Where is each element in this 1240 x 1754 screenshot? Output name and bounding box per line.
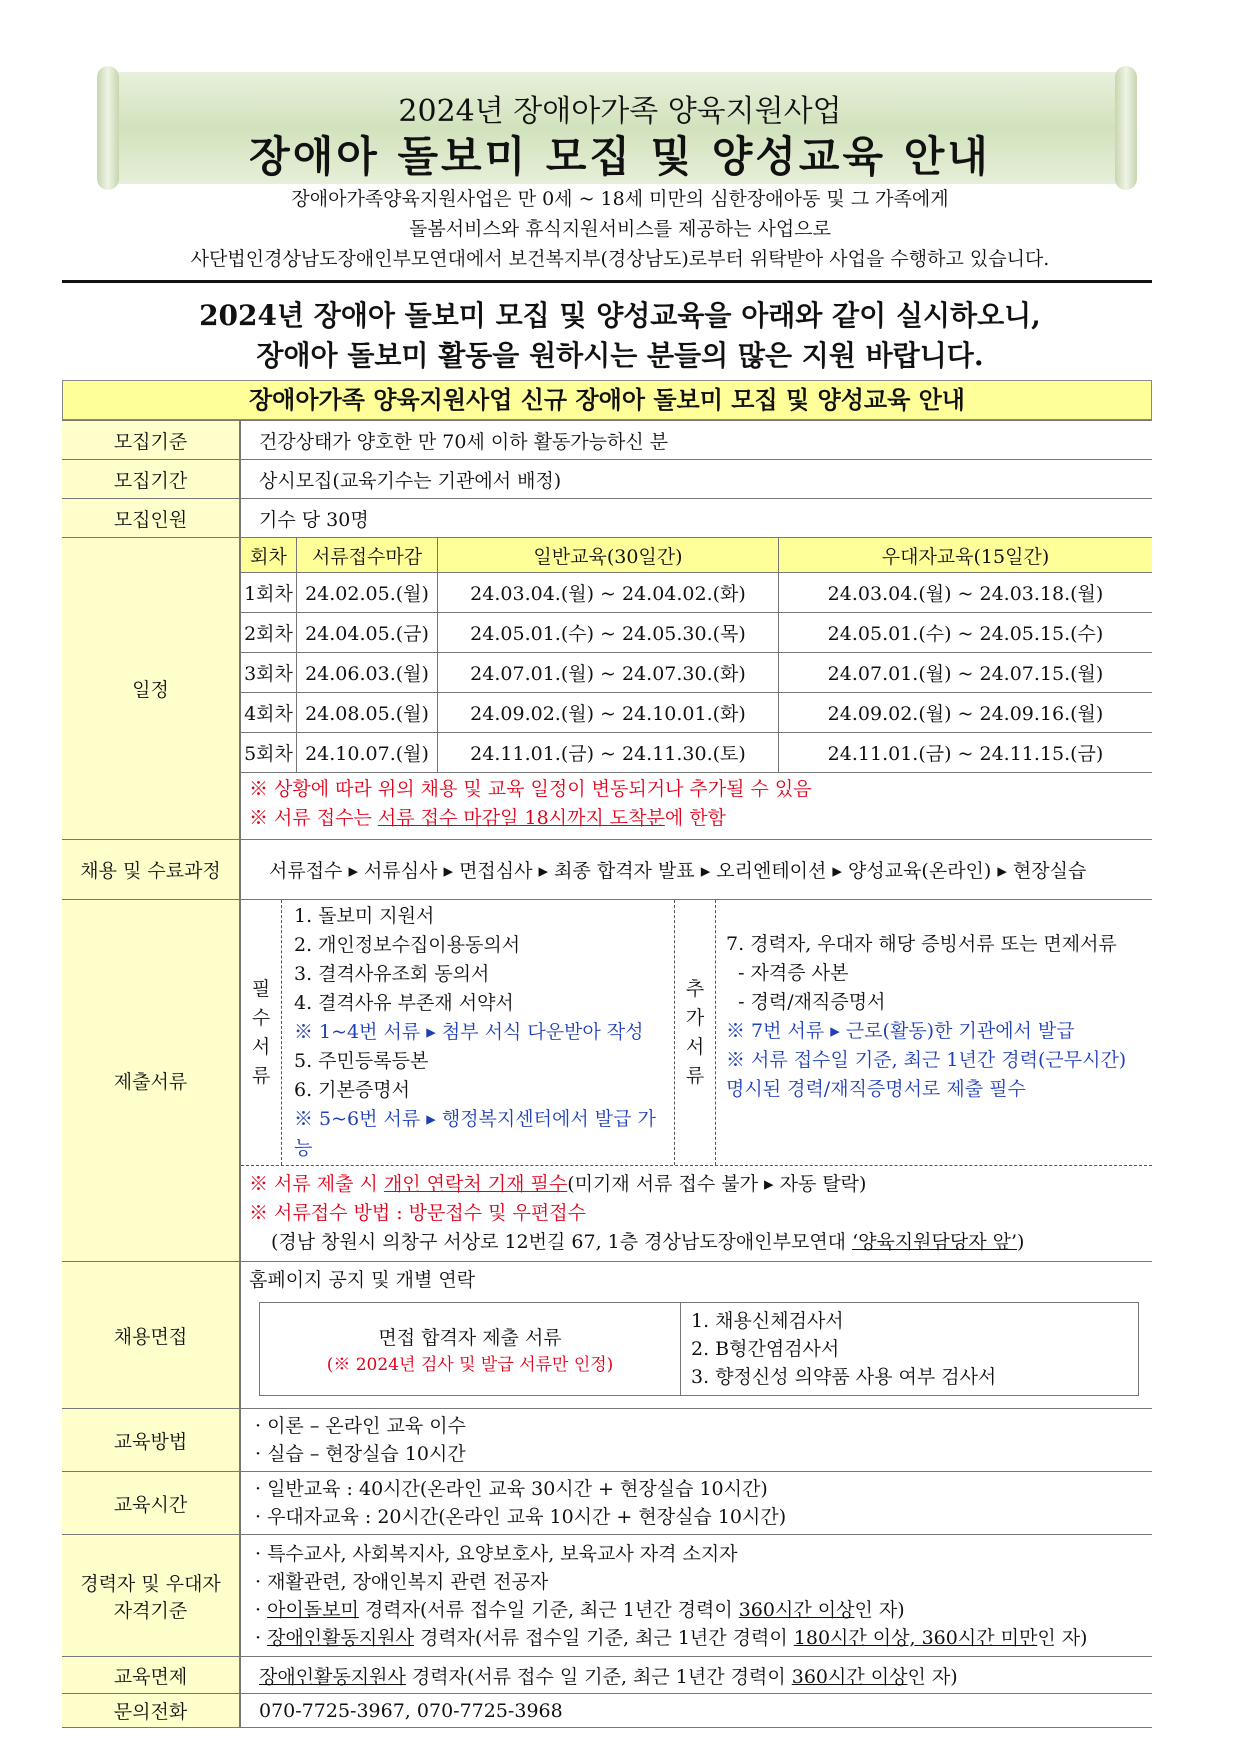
schedule-row [241, 733, 1152, 773]
schedule-general: 24.03.04.(월) ~ 24.04.02.(화) [438, 573, 779, 613]
schedule-round: 4회차 [241, 693, 297, 733]
label-headcount: 모집인원 [62, 499, 240, 538]
label-documents: 제출서류 [62, 900, 240, 1262]
method-item: · 실습 – 현장실습 10시간 [255, 1443, 466, 1465]
label-process: 채용 및 수료과정 [62, 840, 240, 900]
label-exemption: 교육면제 [62, 1657, 240, 1694]
value-period: 상시모집(교육기수는 기관에서 배정) [240, 460, 1152, 499]
intro-line2: 돌봄서비스와 휴식지원서비스를 제공하는 사업으로 [409, 218, 831, 240]
schedule-row [241, 573, 1152, 613]
interview-doc: 1. 채용신체검사서 [691, 1310, 844, 1332]
value-qualification [240, 1535, 1152, 1657]
schedule-note1: ※ 상황에 따라 위의 채용 및 교육 일정이 변동되거나 추가될 수 있음 [249, 778, 812, 800]
value-process: 서류접수 ▸ 서류심사 ▸ 면접심사 ▸ 최종 합격자 발표 ▸ 오리엔테이션 ▸ 양성교육(온라인) ▸ 현장실습 [240, 840, 1152, 900]
qual-item: · 아이돌보미 경력자(서류 접수일 기준, 최근 1년간 경력이 360시간 이상인 자) [255, 1598, 905, 1621]
doc-note: ※ 5~6번 서류 ▸ 행정복지센터에서 발급 가능 [294, 1108, 656, 1159]
docs-note1: ※ 서류 제출 시 개인 연락처 기재 필수(미기재 서류 접수 불가 ▸ 자동 탈락) [249, 1173, 867, 1195]
hours-item: · 일반교육 : 40시간(온라인 교육 30시간 + 현장실습 10시간) [255, 1478, 768, 1500]
schedule-preferred: 24.11.01.(금) ~ 24.11.15.(금) [779, 733, 1153, 773]
label-interview: 채용면접 [62, 1262, 240, 1409]
schedule-round: 3회차 [241, 653, 297, 693]
schedule-round: 5회차 [241, 733, 297, 773]
doc-item: 5. 주민등록등본 [294, 1050, 429, 1072]
doc-item: 1. 돌보미 지원서 [294, 905, 435, 927]
documents-notes [241, 1165, 1152, 1261]
interview-docs-list [681, 1303, 1139, 1396]
schedule-general: 24.07.01.(월) ~ 24.07.30.(화) [438, 653, 779, 693]
schedule-row [241, 653, 1152, 693]
intro-line3: 사단법인경상남도장애인부모연대에서 보건복지부(경상남도)로부터 위탁받아 사업을 수행하고 있습니다. [190, 248, 1050, 270]
docs-note2: ※ 서류접수 방법 : 방문접수 및 우편접수 [249, 1202, 586, 1224]
schedule-header: 일반교육(30일간) [438, 538, 779, 573]
schedule-deadline: 24.02.05.(월) [297, 573, 438, 613]
intro-line1: 장애아가족양육지원사업은 만 0세 ~ 18세 미만의 심한장애아동 및 그 가족에게 [291, 188, 949, 210]
schedule-round: 1회차 [241, 573, 297, 613]
doc-item: 2. 개인정보수집이용동의서 [294, 934, 521, 956]
doc-item: - 자격증 사본 [726, 962, 849, 984]
schedule-preferred: 24.07.01.(월) ~ 24.07.15.(월) [779, 653, 1153, 693]
schedule-deadline: 24.10.07.(월) [297, 733, 438, 773]
title-line1: 2024년 장애아가족 양육지원사업 [398, 94, 842, 129]
table-title: 장애아가족 양육지원사업 신규 장애아 돌보미 모집 및 양성교육 안내 [62, 380, 1152, 420]
schedule-preferred: 24.03.04.(월) ~ 24.03.18.(월) [779, 573, 1153, 613]
qual-item: · 재활관련, 장애인복지 관련 전공자 [255, 1570, 549, 1593]
qual-label-line1: 경력자 및 우대자 [80, 1572, 221, 1595]
label-period: 모집기간 [62, 460, 240, 499]
schedule-notes [241, 773, 1152, 839]
schedule-table [241, 538, 1152, 773]
value-exemption: 장애인활동지원사 경력자(서류 접수 일 기준, 최근 1년간 경력이 360시간 이상인 자) [240, 1657, 1152, 1694]
interview-docs-box [259, 1302, 1139, 1396]
label-hours: 교육시간 [62, 1472, 240, 1535]
schedule-general: 24.09.02.(월) ~ 24.10.01.(화) [438, 693, 779, 733]
method-item: · 이론 – 온라인 교육 이수 [255, 1415, 466, 1437]
schedule-deadline: 24.04.05.(금) [297, 613, 438, 653]
additional-docs-label: 추 가 서 류 [675, 900, 716, 1165]
value-method [240, 1409, 1152, 1472]
value-hours [240, 1472, 1152, 1535]
hours-item: · 우대자교육 : 20시간(온라인 교육 10시간 + 현장실습 10시간) [255, 1506, 787, 1528]
info-table [62, 420, 1152, 1728]
schedule-deadline: 24.06.03.(월) [297, 653, 438, 693]
additional-docs [716, 900, 1153, 1165]
label-contact: 문의전화 [62, 1694, 240, 1728]
docs-address: (경남 창원시 의창구 서상로 12번길 67, 1층 경상남도장애인부모연대 ‘양육지원담당자 앞’) [271, 1231, 1025, 1253]
divider [62, 280, 1152, 283]
label-method: 교육방법 [62, 1409, 240, 1472]
interview-doc: 2. B형간염검사서 [691, 1338, 840, 1360]
doc-item: 6. 기본증명서 [294, 1079, 410, 1101]
qual-item: · 특수교사, 사회복지사, 요양보호사, 보육교사 자격 소지자 [255, 1542, 738, 1565]
schedule-general: 24.05.01.(수) ~ 24.05.30.(목) [438, 613, 779, 653]
value-criteria: 건강상태가 양호한 만 70세 이하 활동가능하신 분 [240, 421, 1152, 460]
title-line2: 장애아 돌보미 모집 및 양성교육 안내 [249, 132, 991, 181]
call-line2: 장애아 돌보미 활동을 원하시는 분들의 많은 지원 바랍니다. [256, 339, 984, 372]
schedule-round: 2회차 [241, 613, 297, 653]
doc-item: - 경력/재직증명서 [726, 991, 886, 1013]
doc-item: 7. 경력자, 우대자 해당 증빙서류 또는 면제서류 [726, 933, 1117, 955]
doc-note: ※ 7번 서류 ▸ 근로(활동)한 기관에서 발급 [726, 1020, 1075, 1042]
doc-item: 3. 결격사유조회 동의서 [294, 963, 490, 985]
required-docs [282, 900, 675, 1165]
schedule-row [241, 693, 1152, 733]
call-line1: 2024년 장애아 돌보미 모집 및 양성교육을 아래와 같이 실시하오니, [199, 299, 1041, 332]
schedule-row [241, 613, 1152, 653]
interview-box-title [260, 1303, 681, 1396]
schedule-preferred: 24.09.02.(월) ~ 24.09.16.(월) [779, 693, 1153, 733]
schedule-header: 우대자교육(15일간) [779, 538, 1153, 573]
doc-note: ※ 1~4번 서류 ▸ 첨부 서식 다운받아 작성 [294, 1021, 644, 1043]
required-docs-label: 필 수 서 류 [241, 900, 282, 1165]
label-criteria: 모집기준 [62, 421, 240, 460]
value-contact: 070-7725-3967, 070-7725-3968 [240, 1694, 1152, 1728]
qual-label-line2: 자격기준 [113, 1599, 188, 1622]
qual-item: · 장애인활동지원사 경력자(서류 접수일 기준, 최근 1년간 경력이 180시간 이상, 360시간 미만인 자) [255, 1626, 1088, 1649]
schedule-header: 서류접수마감 [297, 538, 438, 573]
box-sub: (※ 2024년 검사 및 발급 서류만 인정) [326, 1355, 614, 1375]
schedule-preferred: 24.05.01.(수) ~ 24.05.15.(수) [779, 613, 1153, 653]
box-title: 면접 합격자 제출 서류 [378, 1327, 562, 1349]
value-headcount: 기수 당 30명 [240, 499, 1152, 538]
documents-table [241, 900, 1152, 1165]
doc-item: 4. 결격사유 부존재 서약서 [294, 992, 514, 1014]
schedule-deadline: 24.08.05.(월) [297, 693, 438, 733]
label-qualification [62, 1535, 240, 1657]
schedule-general: 24.11.01.(금) ~ 24.11.30.(토) [438, 733, 779, 773]
interview-doc: 3. 향정신성 의약품 사용 여부 검사서 [691, 1366, 997, 1388]
schedule-note2: ※ 서류 접수는 서류 접수 마감일 18시까지 도착분에 한함 [249, 807, 726, 829]
doc-note: ※ 서류 접수일 기준, 최근 1년간 경력(근무시간) 명시된 경력/재직증명서로 제출 필수 [726, 1049, 1127, 1100]
schedule-header: 회차 [241, 538, 297, 573]
label-schedule: 일정 [62, 538, 240, 840]
interview-value: 홈페이지 공지 및 개별 연락 [249, 1269, 476, 1291]
